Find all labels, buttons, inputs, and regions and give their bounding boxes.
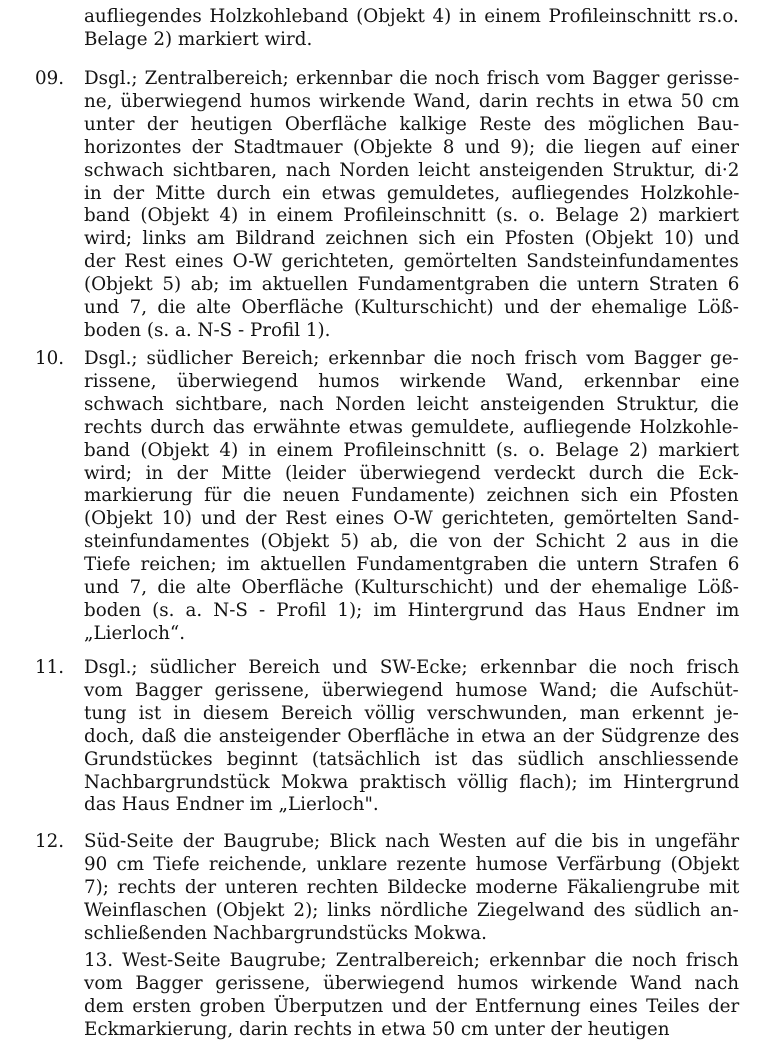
paragraph-line: Süd-Seite der Baugrube; Blick nach Westen auf die bis in ungefähr [84, 831, 740, 852]
paragraph-line: boden (s. a. N-S - Profil 1). [84, 320, 331, 341]
paragraph-line: und 7, die alte Oberfläche (Kulturschicht) und der ehemalige Löß- [84, 577, 739, 598]
paragraph-line: „Lierloch“. [84, 623, 186, 644]
paragraph-line: schwach sichtbaren, nach Norden leicht ansteigenden Struktur, di·2 [84, 160, 740, 181]
paragraph-line: boden (s. a. N-S - Profil 1); im Hintergrund das Haus Endner im [84, 600, 740, 621]
paragraph-line: schließenden Nachbargrundstücks Mokwa. [84, 923, 487, 944]
paragraph-line: wird; in der Mitte (leider überwiegend verdeckt durch die Eck- [84, 463, 739, 484]
paragraph-line: und 7, die alte Oberfläche (Kulturschicht) und der ehemalige Löß- [84, 297, 739, 318]
paragraph-line: 13. West-Seite Baugrube; Zentralbereich; erkennbar die noch frisch [84, 950, 739, 971]
paragraph-line: band (Objekt 4) in einem Profileinschnitt (s. o. Belage 2) markiert [84, 205, 740, 226]
entry-number: 11. [35, 657, 65, 678]
paragraph-line: Grundstückes beginnt (tatsächlich ist das südlich anschliessende [84, 749, 739, 770]
paragraph-line: 90 cm Tiefe reichende, unklare rezente humose Verfärbung (Objekt [84, 854, 740, 875]
paragraph-line: das Haus Endner im „Lierloch". [84, 794, 379, 815]
entry-number: 09. [35, 68, 65, 89]
paragraph-line: unter der heutigen Oberfläche kalkige Reste des möglichen Bau- [84, 114, 740, 135]
paragraph-line: dem ersten groben Überputzen und der Entfernung eines Teiles der [84, 996, 740, 1017]
paragraph-line: schwach sichtbare, nach Norden leicht ansteigenden Struktur, die [84, 394, 739, 415]
paragraph-line: horizontes der Stadtmauer (Objekte 8 und 9); die liegen auf einer [84, 137, 740, 158]
paragraph-line: vom Bagger gerissene, überwiegend humose Wand; die Aufschüt- [84, 680, 739, 701]
paragraph-line: Dsgl.; Zentralbereich; erkennbar die noch frisch vom Bagger gerisse- [84, 68, 740, 89]
paragraph-line: Nachbargrundstück Mokwa praktisch völlig flach); im Hintergrund [84, 772, 740, 793]
paragraph-line: rissene, überwiegend humos wirkende Wand, erkennbar eine [84, 371, 740, 392]
paragraph-line: (Objekt 10) und der Rest eines O-W gerichteten, gemörtelten Sand- [84, 508, 740, 529]
paragraph-line: vom Bagger gerissene, überwiegend humos wirkende Wand nach [84, 973, 740, 994]
paragraph-line: markierung für die neuen Fundamente) zeichnen sich ein Pfosten [84, 485, 739, 506]
paragraph-line: aufliegendes Holzkohleband (Objekt 4) in einem Profileinschnitt rs.o. [84, 6, 739, 27]
entry-number: 12. [35, 831, 65, 852]
paragraph-line: Tiefe reichen; im aktuellen Fundamentgraben die untern Strafen 6 [84, 554, 740, 575]
paragraph-line: in der Mitte durch ein etwas gemuldetes, aufliegendes Holzkohle- [84, 183, 740, 204]
paragraph-line: wird; links am Bildrand zeichnen sich ein Pfosten (Objekt 10) und [84, 228, 740, 249]
paragraph-line: Dsgl.; südlicher Bereich; erkennbar die noch frisch vom Bagger ge- [84, 348, 739, 369]
paragraph-line: tung ist in diesem Bereich völlig verschwunden, man erkennt je- [84, 703, 739, 724]
paragraph-line: ne, überwiegend humos wirkende Wand, darin rechts in etwa 50 cm [84, 91, 740, 112]
paragraph-line: Dsgl.; südlicher Bereich und SW-Ecke; erkennbar die noch frisch [84, 657, 740, 678]
paragraph-line: doch, daß die ansteigender Oberfläche in etwa an der Südgrenze des [84, 726, 740, 747]
paragraph-line: Belage 2) markiert wird. [84, 29, 313, 50]
paragraph-line: der Rest eines O-W gerichteten, gemörtelten Sandsteinfundamentes [84, 251, 739, 272]
paragraph-line: band (Objekt 4) in einem Profileinschnitt (s. o. Belage 2) markiert [84, 440, 740, 461]
paragraph-line: Eckmarkierung, darin rechts in etwa 50 cm unter der heutigen [84, 1019, 670, 1040]
paragraph-line: Weinflaschen (Objekt 2); links nördliche Ziegelwand des südlich an- [84, 900, 739, 921]
entry-number: 10. [35, 348, 65, 369]
paragraph-line: (Objekt 5) ab; im aktuellen Fundamentgraben die untern Straten 6 [84, 274, 740, 295]
paragraph-line: rechts durch das erwähnte etwas gemuldete, aufliegende Holzkohle- [84, 417, 739, 438]
paragraph-line: 7); rechts der unteren rechten Bildecke moderne Fäkaliengrube mit [84, 877, 740, 898]
paragraph-line: steinfundamentes (Objekt 5) ab, die von der Schicht 2 aus in die [84, 531, 739, 552]
